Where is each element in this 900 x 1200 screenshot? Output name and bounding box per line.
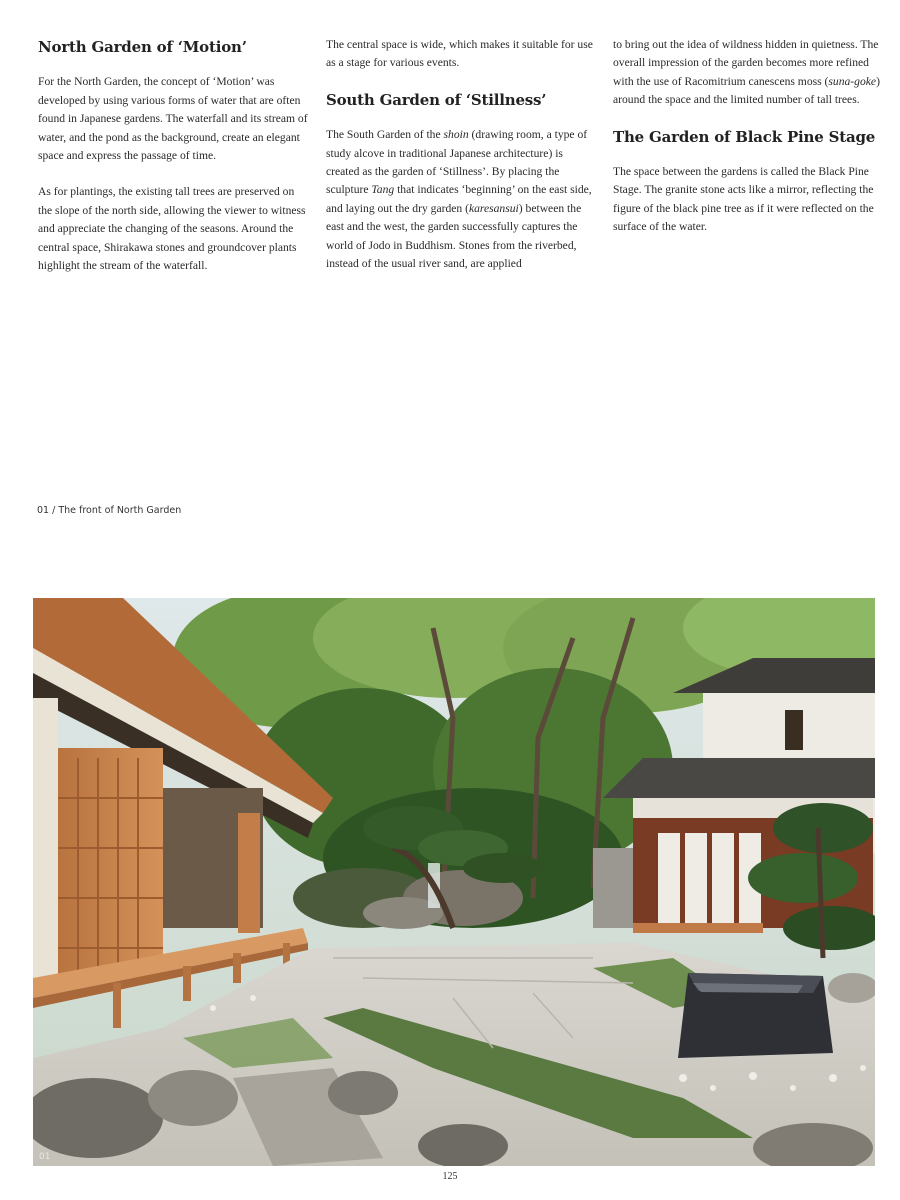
term-karesansui: karesansui (468, 201, 519, 215)
text-run: (drawing room, a type of study alcove in traditional Japanese architecture) is created as the garden of ‘Stillness’. By placing the sculpture (326, 128, 588, 197)
paragraph-central-space: The central space is wide, which makes it suitable for use as a stage for various events. (326, 38, 593, 70)
heading-black-pine-stage: The Garden of Black Pine Stage (613, 127, 876, 146)
term-suna-goke: suna-goke (828, 74, 877, 88)
text-run: ) between the east and the west, the garden successfully captures the world of Jodo in Buddhism. Stones from the riverbed, instead of the usual river sand, are applied (326, 201, 582, 271)
text-column-3 (613, 36, 881, 255)
heading-south-garden: South Garden of ‘Stillness’ (326, 90, 547, 109)
term-tang: Tang (371, 183, 395, 197)
garden-photo-illustration (33, 598, 875, 1166)
text-column-1 (38, 36, 310, 293)
text-column-2 (326, 36, 594, 291)
text-run: to bring out the idea of wildness hidden in quietness. The overall impression of the garden becomes more refined with the use of Racomitrium canescens moss ( (613, 38, 879, 88)
text-run: The South Garden of the (326, 128, 444, 142)
paragraph-wildness (613, 36, 881, 110)
heading-north-garden: North Garden of ‘Motion’ (38, 38, 247, 56)
paragraph-north-garden-plantings: As for plantings, the existing tall trees are preserved on the slope of the north side, allowing the viewer to witness and appreciate the changing of the seasons. Around the central space, Shirakawa stones and groundcover plants highlight the stream of the waterfall. (38, 185, 306, 273)
garden-photo (33, 598, 875, 1166)
text-run: that indicates ‘beginning’ on the east side, and laying out the dry garden ( (326, 183, 592, 215)
photo-caption: 01 / The front of North Garden (37, 505, 182, 516)
term-shoin: shoin (443, 128, 469, 142)
paragraph-black-pine-stage: The space between the gardens is called the Black Pine Stage. The granite stone acts like a mirror, reflecting the figure of the black pine tree as if it were reflected on the surface of the water. (613, 165, 874, 234)
paragraph-south-garden (326, 126, 594, 273)
paragraph-north-garden-concept: For the North Garden, the concept of ‘Motion’ was developed by using various forms of water that are often found in Japanese gardens. The waterfall and its stream of water, and the pond as the background, create an elegant space and express the passage of time. (38, 75, 308, 163)
text-run: ) around the space and the limited number of tall trees. (613, 74, 880, 107)
photo-number-label: 01 (39, 1152, 51, 1162)
page-number: 125 (442, 1171, 458, 1182)
